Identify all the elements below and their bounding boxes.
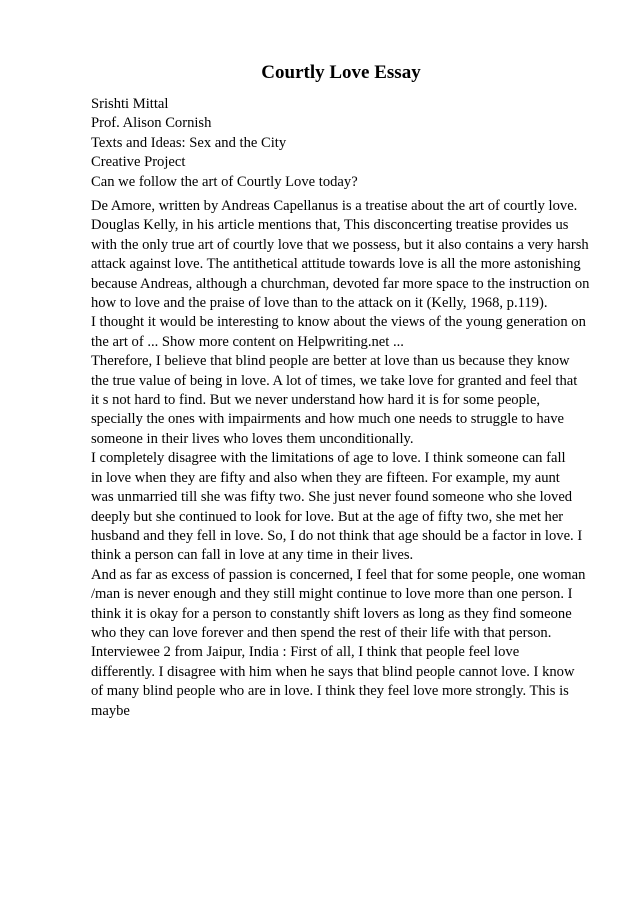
essay-question: Can we follow the art of Courtly Love today? <box>91 173 358 190</box>
body-text-line: /man is never enough and they still might continue to love more than one person. I <box>91 586 573 603</box>
document-title: Courtly Love Essay <box>261 62 421 83</box>
body-text-line: I thought it would be interesting to know about the views of the young generation on <box>91 314 586 331</box>
body-text-line: husband and they fell in love. So, I do not think that age should be a factor in love. I <box>91 527 583 544</box>
body-text-line: maybe <box>91 702 130 719</box>
body-text-line: because Andreas, although a churchman, devoted far more space to the instruction on <box>91 275 590 292</box>
essay-body <box>91 197 611 721</box>
body-text-line: Interviewee 2 from Jaipur, India : First of all, I think that people feel love <box>91 644 520 661</box>
body-text-line: attack against love. The antithetical attitude towards love is all the more astonishing <box>91 256 581 273</box>
assignment-type: Creative Project <box>91 154 186 171</box>
body-text-line: with the only true art of courtly love that we possess, but it also contains a very harsh <box>91 236 589 253</box>
professor-name: Prof. Alison Cornish <box>91 115 212 132</box>
body-text-line: in love when they are fifty and also when they are fifteen. For example, my aunt <box>91 469 560 486</box>
body-text-line: of many blind people who are in love. I think they feel love more strongly. This is <box>91 683 569 700</box>
body-text-line: was unmarried till she was fifty two. She just never found someone who she loved <box>91 489 573 506</box>
body-text-line: Douglas Kelly, in his article mentions that, This disconcerting treatise provides us <box>91 217 569 234</box>
course-name: Texts and Ideas: Sex and the City <box>91 134 287 151</box>
body-text-line: it s not hard to find. But we never understand how hard it is for some people, <box>91 392 541 409</box>
body-text-line: who they can love forever and then spend the rest of their life with that person. <box>91 624 552 641</box>
body-text-line: Therefore, I believe that blind people are better at love than us because they know <box>91 353 570 370</box>
body-text-line: differently. I disagree with him when he says that blind people cannot love. I know <box>91 663 575 680</box>
body-text-line: someone in their lives who loves them unconditionally. <box>91 430 414 447</box>
body-text-line: De Amore, written by Andreas Capellanus is a treatise about the art of courtly love. <box>91 198 578 214</box>
body-text-line: think it is okay for a person to constantly shift lovers as long as they find someone <box>91 605 572 622</box>
body-text-line: deeply but she continued to look for love. But at the age of fifty two, she met her <box>91 508 564 525</box>
document-header <box>91 95 611 192</box>
body-text-line: think a person can fall in love at any time in their lives. <box>91 547 414 564</box>
body-text-line: the true value of being in love. A lot of times, we take love for granted and feel that <box>91 372 578 389</box>
body-text-line: I completely disagree with the limitations of age to love. I think someone can fall <box>91 450 566 467</box>
body-text-line: the art of ... Show more content on Helpwriting.net ... <box>91 333 404 350</box>
body-text-line: specially the ones with impairments and how much one needs to struggle to have <box>91 411 564 428</box>
author-name: Srishti Mittal <box>91 96 169 112</box>
body-text-line: And as far as excess of passion is concerned, I feel that for some people, one woman <box>91 566 586 583</box>
body-text-line: how to love and the praise of love than to the attack on it (Kelly, 1968, p.119). <box>91 295 548 312</box>
